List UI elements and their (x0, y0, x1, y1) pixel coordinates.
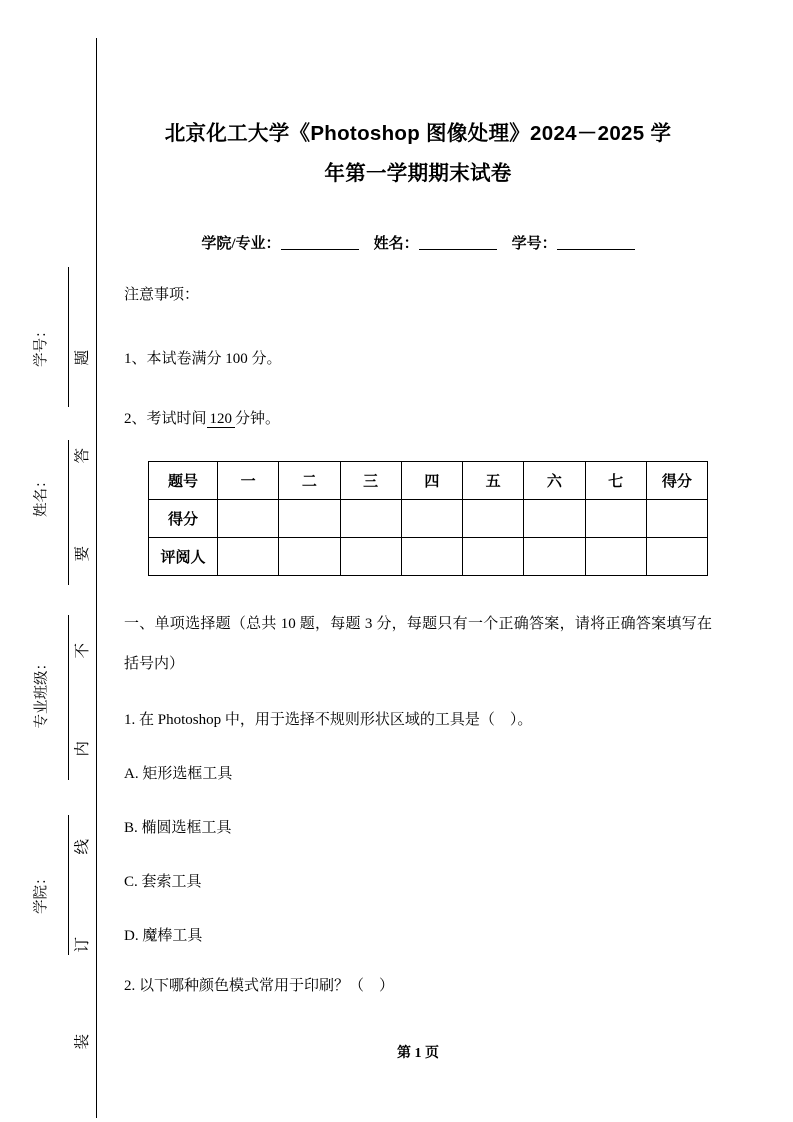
binding-field-class (16, 585, 68, 800)
question-1-option-c[interactable]: C. 套索工具 (124, 874, 202, 890)
binding-margin (0, 0, 100, 1122)
note-item-2 (124, 407, 712, 428)
college-major-blank[interactable] (281, 249, 359, 250)
reviewer-cell-5[interactable] (524, 538, 585, 576)
score-table (148, 461, 708, 576)
binding-vertical-rule (96, 38, 97, 1118)
binding-glyph-0: 题 (74, 349, 92, 366)
notes-heading: 注意事项： (124, 287, 200, 303)
binding-field-college-label: 学院： (33, 870, 50, 915)
question-1-option-b[interactable]: B. 椭圆选框工具 (124, 820, 232, 836)
binding-glyph-2: 要 (74, 545, 92, 562)
score-cell-4[interactable] (463, 500, 524, 538)
score-table-col-0: 一 (218, 462, 279, 500)
score-table-row-label-0: 题号 (149, 462, 218, 500)
binding-field-name-label: 姓名： (33, 473, 50, 517)
binding-field-student-id-label: 学号： (33, 323, 50, 367)
table-row-question-numbers (149, 462, 708, 500)
binding-field-rule-2 (68, 440, 69, 585)
score-table-col-1: 二 (279, 462, 340, 500)
college-major-label: 学院/专业： (201, 236, 281, 252)
score-table-col-4: 五 (463, 462, 524, 500)
binding-glyph-6: 订 (74, 936, 92, 953)
binding-glyph-4: 内 (74, 741, 92, 757)
score-table-row-label-2: 评阅人 (149, 538, 218, 576)
table-row-reviewer (149, 538, 708, 576)
question-1-stem: 1. 在 Photoshop 中，用于选择不规则形状区域的工具是（ ）。 (124, 712, 533, 728)
binding-glyph-1: 答 (74, 447, 92, 464)
binding-field-rule-4 (68, 815, 69, 955)
score-table-col-2: 三 (340, 462, 401, 500)
score-cell-3[interactable] (401, 500, 462, 538)
binding-glyph-3: 不 (74, 643, 92, 659)
question-2-stem: 2. 以下哪种颜色模式常用于印刷？（ ） (124, 978, 395, 994)
section-heading-1: 一、单项选择题（总共 10 题，每题 3 分，每题只有一个正确答案，请将正确答案填写在括号内） (124, 616, 712, 672)
score-cell-1[interactable] (279, 500, 340, 538)
page-title (124, 114, 712, 194)
table-row-score (149, 500, 708, 538)
reviewer-cell-7[interactable] (646, 538, 707, 576)
binding-field-rule-1 (68, 267, 69, 407)
score-table-col-6: 七 (585, 462, 646, 500)
score-cell-5[interactable] (524, 500, 585, 538)
binding-field-college (16, 800, 68, 985)
score-cell-7[interactable] (646, 500, 707, 538)
student-id-blank[interactable] (557, 249, 635, 250)
student-info-line (124, 232, 712, 253)
reviewer-cell-4[interactable] (463, 538, 524, 576)
note-item-1: 1、本试卷满分 100 分。 (124, 351, 282, 367)
score-cell-0[interactable] (218, 500, 279, 538)
score-table-col-3: 四 (401, 462, 462, 500)
reviewer-cell-1[interactable] (279, 538, 340, 576)
binding-inner-glyph-column (70, 350, 96, 1050)
binding-field-name (16, 405, 68, 585)
student-id-label: 学号： (511, 236, 557, 252)
score-table-row-label-1: 得分 (149, 500, 218, 538)
reviewer-cell-6[interactable] (585, 538, 646, 576)
binding-glyph-7: 装 (74, 1034, 92, 1050)
question-1-option-d[interactable]: D. 魔棒工具 (124, 928, 203, 944)
reviewer-cell-3[interactable] (401, 538, 462, 576)
score-table-col-5: 六 (524, 462, 585, 500)
note-item-2-suffix: 分钟。 (235, 411, 281, 427)
binding-glyph-5: 线 (74, 838, 92, 855)
reviewer-cell-0[interactable] (218, 538, 279, 576)
exam-page-content (124, 0, 714, 1122)
page-title-line-2: 年第一学期期末试卷 (324, 162, 512, 185)
page-title-line-1: 北京化工大学《Photoshop 图像处理》2024－2025 学 (164, 122, 672, 145)
exam-duration-value: 120 (207, 411, 236, 428)
name-label: 姓名： (373, 236, 419, 252)
score-table-col-7: 得分 (646, 462, 707, 500)
question-1-option-a[interactable]: A. 矩形选框工具 (124, 766, 233, 782)
page-footer: 第 1 页 (397, 1046, 439, 1061)
note-item-2-prefix: 2、考试时间 (124, 411, 207, 427)
binding-outer-field-column (16, 255, 68, 955)
binding-field-class-label: 专业班级： (33, 656, 50, 729)
reviewer-cell-2[interactable] (340, 538, 401, 576)
name-blank[interactable] (419, 249, 497, 250)
score-cell-6[interactable] (585, 500, 646, 538)
score-cell-2[interactable] (340, 500, 401, 538)
binding-field-rule-3 (68, 615, 69, 780)
